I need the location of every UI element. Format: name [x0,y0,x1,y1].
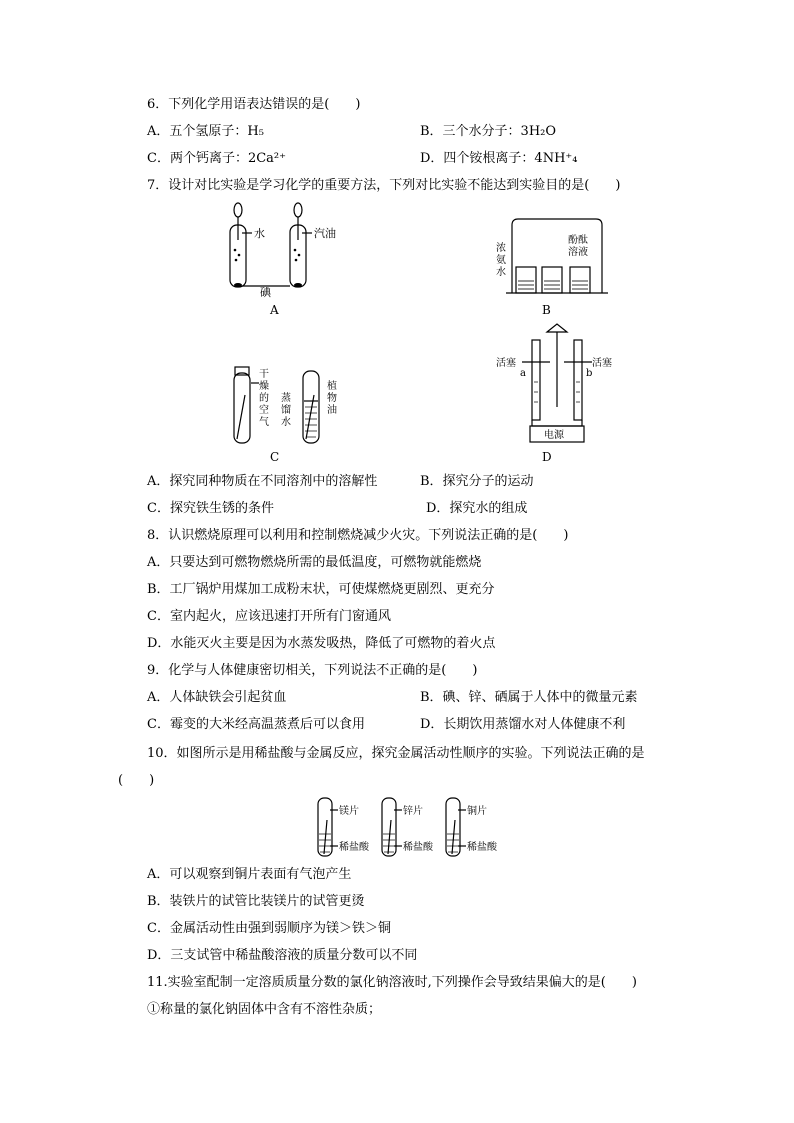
q9-option-c: C．霉变的大米经高温蒸煮后可以食用 [147,717,365,732]
figure-d-water-electrolysis [492,322,622,444]
tube-2-acid-label: 稀盐酸 [403,842,433,853]
fig-d-valve-right-label: 活塞 [592,358,612,369]
figure-b-molecular-motion [492,215,622,300]
q8-option-b: B．工厂锅炉用煤加工成粉末状，可使煤燃烧更剧烈、更充分 [147,582,495,597]
fig-c-dry-air-label: 干燥的空气 [259,369,269,428]
q11-item-1: ①称量的氯化钠固体中含有不溶性杂质； [147,1002,382,1017]
figure-b-label: B [542,303,551,317]
fig-d-b-label: b [586,368,593,379]
figure-a-iodine-solubility [210,200,340,318]
q6-option-c: C．两个钙离子：2Ca²⁺ [147,151,286,166]
q10-option-c: C．金属活动性由强到弱顺序为镁＞铁＞铜 [147,921,391,936]
fig-a-oil-label: 汽油 [314,227,336,240]
q8-option-d: D．水能灭火主要是因为水蒸发吸热，降低了可燃物的着火点 [147,636,496,651]
q6-option-a: A．五个氢原子：H₅ [147,124,264,139]
q9-option-d: D．长期饮用蒸馏水对人体健康不利 [420,717,626,732]
tube-1-metal-label: 镁片 [339,806,359,817]
tube-3-metal-label: 铜片 [467,806,487,817]
q7-option-c: C．探究铁生锈的条件 [147,501,274,516]
q10-stem-answer-blank: ( ) [118,773,155,788]
q6-option-b: B．三个水分子：3H₂O [420,124,557,139]
q11-stem: 11.实验室配制一定溶质质量分数的氯化钠溶液时,下列操作会导致结果偏大的是( ) [147,975,637,990]
q8-option-a: A．只要达到可燃物燃烧所需的最低温度，可燃物就能燃烧 [147,555,482,570]
fig-a-iodine-label: 碘 [260,286,271,299]
fig-a-water-label: 水 [254,227,265,240]
q8-option-c: C．室内起火，应该迅速打开所有门窗通风 [147,609,391,624]
q8-stem: 8．认识燃烧原理可以利用和控制燃烧减少火灾。下列说法正确的是( ) [147,528,569,543]
fig-c-distilled-water-label: 蒸馏水 [281,393,291,428]
q7-stem: 7．设计对比实验是学习化学的重要方法，下列对比实验不能达到实验目的是( ) [147,178,621,193]
fig-b-ammonia-label: 浓氨水 [496,243,506,278]
q10-option-d: D．三支试管中稀盐酸溶液的质量分数可以不同 [147,948,418,963]
q9-option-a: A．人体缺铁会引起贫血 [147,690,287,705]
q10-option-a: A．可以观察到铜片表面有气泡产生 [147,867,352,882]
figure-c-iron-rusting [225,365,355,447]
tube-3-acid-label: 稀盐酸 [467,842,497,853]
q7-option-a: A．探究同种物质在不同溶剂中的溶解性 [147,474,378,489]
fig-d-power-label: 电源 [544,430,564,441]
figure-c-label: C [270,450,280,464]
q7-option-d: D．探究水的组成 [426,501,528,516]
q6-option-d: D．四个铵根离子：4NH⁺₄ [420,151,578,166]
q7-option-b: B．探究分子的运动 [420,474,534,489]
q10-stem: 10．如图所示是用稀盐酸与金属反应，探究金属活动性顺序的实验。下列说法正确的是 [147,746,645,761]
fig-c-vegetable-oil-label: 植物油 [327,381,337,416]
q9-stem: 9．化学与人体健康密切相关，下列说法不正确的是( ) [147,663,478,678]
figure-a-label: A [270,303,279,317]
fig-d-valve-left-label: 活塞 [496,358,516,369]
figure-q10-metal-acid-tubes [312,796,512,862]
q9-option-b: B．碘、锌、硒属于人体中的微量元素 [420,690,638,705]
q10-option-b: B．装铁片的试管比装镁片的试管更烫 [147,894,365,909]
fig-d-a-label: a [520,368,526,379]
q6-stem: 6．下列化学用语表达错误的是( ) [147,97,361,112]
fig-b-phenolphthalein-label: 酚酞溶液 [568,235,588,258]
tube-2-metal-label: 锌片 [403,806,423,817]
tube-1-acid-label: 稀盐酸 [339,842,369,853]
figure-d-label: D [542,450,552,464]
